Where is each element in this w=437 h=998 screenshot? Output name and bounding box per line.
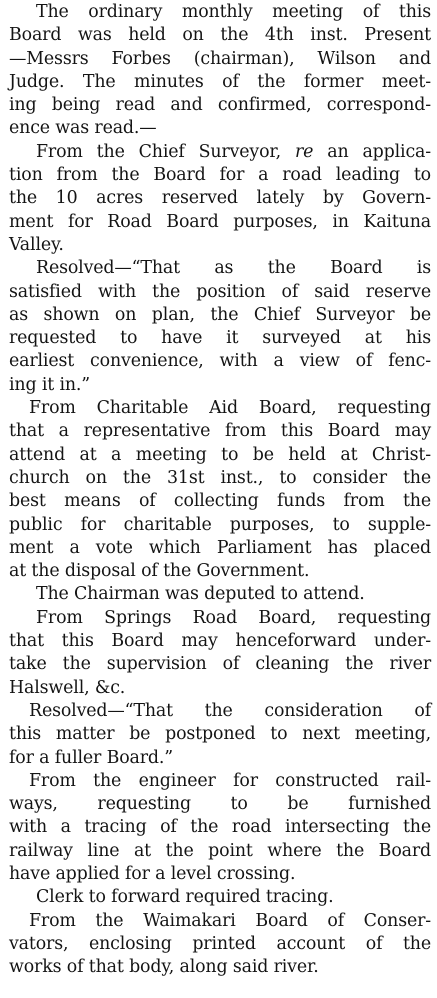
text-line: Halswell, &c.: [9, 677, 126, 698]
text-line: ing being read and confirmed, correspond-: [9, 95, 431, 116]
text-line: this matter be postponed to next meeting,: [9, 724, 431, 745]
text-line: at the disposal of the Government.: [9, 561, 310, 582]
text-line: that a representative from this Board may: [9, 421, 431, 442]
text-line: Judge. The minutes of the former meet-: [9, 71, 431, 92]
text-line: earliest convenience, with a view of fenc-: [9, 351, 431, 372]
text-line: best means of collecting funds from the: [9, 491, 431, 512]
text-line: take the supervision of cleaning the river: [9, 654, 431, 675]
text-line: with a tracing of the road intersecting the: [9, 817, 431, 838]
paragraph-waimakari-conservators: [9, 910, 431, 980]
text-line: Resolved—“That as the Board is: [36, 258, 431, 279]
text-line: have applied for a level crossing.: [9, 863, 296, 884]
text-segment: an applica-: [327, 141, 431, 162]
paragraph-resolution-postpone: [9, 700, 431, 770]
text-line: ing it in.”: [9, 374, 91, 395]
text-line: the 10 acres reserved lately by Govern-: [9, 188, 431, 209]
text-line: vators, enclosing printed account of the: [9, 933, 431, 954]
text-line: From the engineer for constructed rail-: [29, 770, 431, 791]
paragraph-meeting-intro: [9, 1, 431, 141]
text-line: that this Board may henceforward under-: [9, 631, 431, 652]
text-line: church on the 31st inst., to consider the: [9, 467, 431, 488]
paragraph-chairman-deputed: [9, 583, 431, 606]
text-line: —Messrs Forbes (chairman), Wilson and: [9, 48, 431, 69]
text-line: as shown on plan, the Chief Surveyor be: [9, 304, 431, 325]
text-line: ment for Road Board purposes, in Kaituna: [9, 211, 431, 232]
text-line: ence was read.—: [9, 118, 157, 139]
text-line: Resolved—“That the consideration of: [29, 700, 431, 721]
text-line: for a fuller Board.”: [9, 747, 174, 768]
text-line: satisfied with the position of said reserve: [9, 281, 431, 302]
text-line: From Springs Road Board, requesting: [36, 607, 431, 628]
paragraph-clerk-tracing: [9, 886, 431, 909]
text-line: From the Waimakari Board of Conser-: [29, 910, 431, 931]
paragraph-resolution-reserve: [9, 257, 431, 397]
paragraph-springs-road: [9, 607, 431, 700]
paragraph-charitable-aid: [9, 397, 431, 583]
paragraph-chief-surveyor: [9, 141, 431, 257]
text-segment: From the Chief Surveyor,: [36, 141, 282, 162]
text-line: Clerk to forward required tracing.: [36, 887, 334, 908]
text-line: tion from the Board for a road leading to: [9, 165, 431, 186]
text-line: requested to have it surveyed at his: [9, 328, 431, 349]
text-segment-italic: re: [294, 141, 314, 162]
text-line: public for charitable purposes, to supple-: [9, 514, 431, 535]
text-line: attend at a meeting to be held at Christ-: [9, 444, 431, 465]
text-line: ways, requesting to be furnished: [9, 794, 431, 815]
paragraph-railways-engineer: [9, 770, 431, 886]
text-line: The ordinary monthly meeting of this: [36, 2, 431, 22]
text-line: railway line at the point where the Board: [9, 840, 431, 861]
text-line: The Chairman was deputed to attend.: [36, 584, 365, 605]
text-line: Board was held on the 4th inst. Present: [9, 25, 431, 46]
text-line: ment a vote which Parliament has placed: [9, 537, 431, 558]
text-line: works of that body, along said river.: [9, 957, 319, 978]
text-line: Valley.: [9, 234, 64, 255]
text-line: From Charitable Aid Board, requesting: [29, 398, 431, 419]
text-line: [9, 141, 431, 164]
